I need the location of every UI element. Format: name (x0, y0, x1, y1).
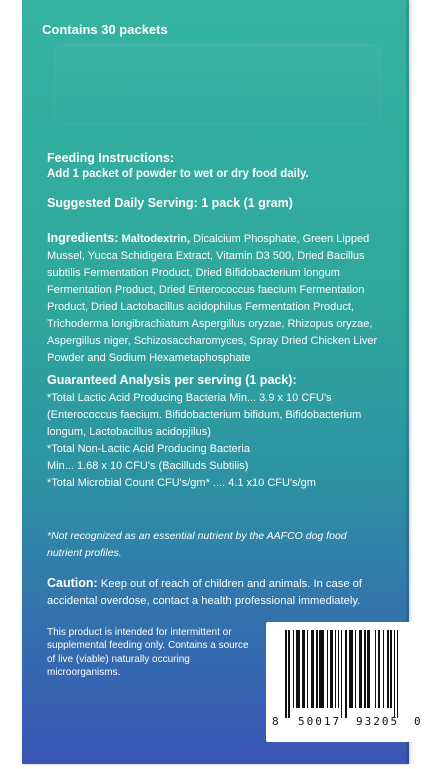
barcode-bar (307, 630, 309, 708)
barcode-bar (311, 630, 314, 708)
barcode-bar (397, 630, 399, 718)
ingredients-list: Dicalcium Phosphate, Green Lipped Mussel, Yucca Schidigera Extract, Vitamin D3 500, Dried Bacillus subtilis Fermentation Product, Dried Bifidobacterium longum Fermentation Product, Dried Enterococcus faecium Fermentation Product, Dried Lactobacillus acidophilus Fermentation Product, Trichoderma longibrachiatum Aspergillus oryzae, Rhizopus oryzae, Aspergillus niger, Schizosaccharomyces, Spray Dried Chicken Liver Powder and Sodium Hexametaphosphate (47, 233, 378, 364)
product-box-back (22, 0, 421, 764)
barcode (266, 622, 424, 742)
analysis-line: (Enterococcus faecium. Bifidobacterium bifidum, Bifidobacterium (47, 409, 362, 421)
barcode-bar (338, 630, 340, 708)
barcode-bar (378, 630, 380, 708)
hang-tab-cutout (54, 44, 381, 124)
barcode-digits-left: 50017 (298, 715, 342, 728)
barcode-bar (367, 630, 370, 708)
barcode-bars (285, 630, 409, 712)
ingredients-first: Maltodextrin, (121, 233, 191, 245)
barcode-bar (319, 630, 324, 708)
caution-label: Caution: (47, 576, 98, 590)
ingredients-label: Ingredients: (47, 231, 119, 245)
barcode-bar (288, 630, 290, 718)
barcode-digit-lead: 8 (272, 715, 279, 728)
caution-text: Keep out of reach of children and animals. In case of accidental overdose, contact a health professional immediately. (47, 578, 362, 607)
barcode-bar (302, 630, 305, 708)
aafco-note: *Not recognized as an essential nutrient by the AAFCO dog food nutrient profiles. (47, 530, 347, 559)
barcode-bar (345, 630, 347, 718)
barcode-digit-check: 0 (414, 715, 421, 728)
barcode-bar (327, 630, 329, 708)
feeding-heading: Feeding Instructions: (47, 151, 175, 165)
barcode-bar (383, 630, 385, 708)
analysis-line: *Total Lactic Acid Producing Bacteria Min... 3.9 x 10 CFU's (47, 392, 332, 404)
analysis-line: longum, Lactobacillus acidopjilus) (47, 426, 211, 438)
feeding-text: Add 1 packet of powder to wet or dry food daily. (47, 168, 309, 180)
barcode-digits-right: 93205 (356, 715, 400, 728)
barcode-bar (359, 630, 362, 708)
barcode-bar (390, 630, 392, 708)
barcode-bar (349, 630, 354, 708)
caution-block (47, 575, 407, 610)
analysis-line: *Total Microbial Count CFU's/gm* .... 4.1 x10 CFU's/gm (47, 477, 316, 489)
analysis-line: Min... 1.68 x 10 CFU's (Bacilluds Subtilis) (47, 460, 249, 472)
barcode-bar (364, 630, 366, 708)
barcode-bar (330, 630, 333, 708)
serving-size: Suggested Daily Serving: 1 pack (1 gram) (47, 196, 293, 210)
analysis-line: *Total Non-Lactic Acid Producing Bacteria (47, 443, 250, 455)
barcode-bar (316, 630, 318, 708)
barcode-bar (355, 630, 357, 708)
barcode-bar (293, 630, 295, 708)
barcode-bar (375, 630, 377, 708)
barcode-bar (341, 630, 343, 718)
feeding-disclaimer: This product is intended for intermittent or supplemental feeding only. Contains a source of live (viable) naturally occuring microorganisms. (47, 627, 249, 679)
barcode-bar (335, 630, 337, 708)
barcode-bar (285, 630, 287, 718)
analysis-heading: Guaranteed Analysis per serving (1 pack): (47, 373, 297, 387)
barcode-bar (387, 630, 389, 708)
barcode-bar (394, 630, 396, 718)
packet-count: Contains 30 packets (42, 22, 168, 37)
barcode-bar (296, 630, 301, 708)
ingredients-block (47, 230, 397, 367)
